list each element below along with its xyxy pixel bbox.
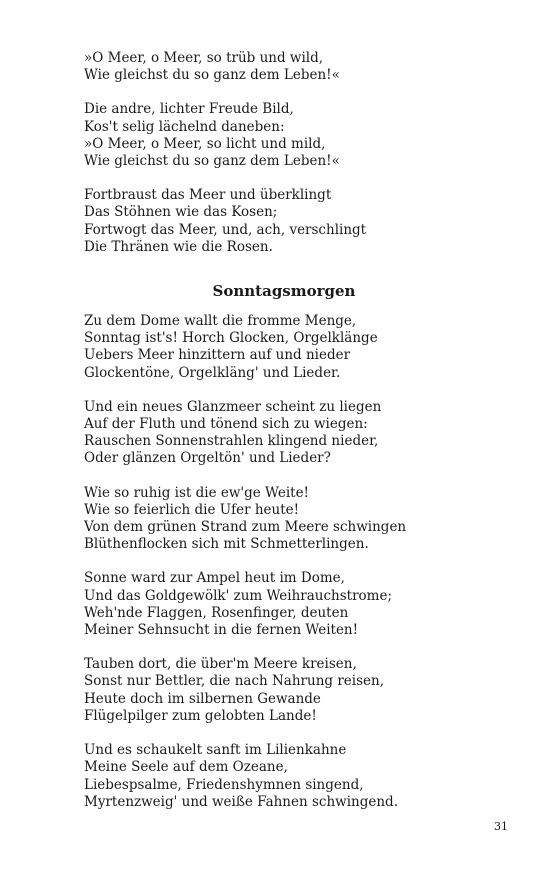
stanza bbox=[84, 50, 484, 84]
verse-line: Myrtenzweig' und weiße Fahnen schwingend. bbox=[84, 793, 398, 810]
verse-line: Auf der Fluth und tönend sich zu wiegen: bbox=[84, 416, 368, 433]
verse-line: Oder glänzen Orgeltön' und Lieder? bbox=[84, 450, 331, 467]
verse-line: Heute doch im silbernen Gewande bbox=[84, 690, 321, 707]
verse-line: Wie gleichst du so ganz dem Leben!« bbox=[84, 67, 340, 84]
stanza bbox=[84, 570, 484, 639]
verse-line: »O Meer, o Meer, so licht und mild, bbox=[84, 135, 326, 152]
verse-line: Uebers Meer hinzittern auf und nieder bbox=[84, 347, 351, 364]
verse-line: Fortbraust das Meer und überklingt bbox=[84, 187, 332, 204]
stanza bbox=[84, 485, 484, 554]
verse-line: Zu dem Dome wallt die fromme Menge, bbox=[84, 313, 357, 330]
verse-line: Die andre, lichter Freude Bild, bbox=[84, 101, 294, 118]
verse-line: Glockentöne, Orgelkläng' und Lieder. bbox=[84, 364, 341, 381]
verse-line: Meiner Sehnsucht in die fernen Weiten! bbox=[84, 622, 359, 639]
verse-line: Tauben dort, die über'm Meere kreisen, bbox=[84, 656, 357, 673]
verse-line: Sonntag ist's! Horch Glocken, Orgelklänge bbox=[84, 330, 378, 347]
verse-line: Rauschen Sonnenstrahlen klingend nieder, bbox=[84, 433, 379, 450]
stanza bbox=[84, 313, 484, 382]
stanza bbox=[84, 187, 484, 256]
verse-line: Flügelpilger zum gelobten Lande! bbox=[84, 707, 317, 724]
verse-line: Blüthenflocken sich mit Schmetterlingen. bbox=[84, 536, 369, 553]
verse-line: Die Thränen wie die Rosen. bbox=[84, 238, 273, 255]
verse-line: Wie gleichst du so ganz dem Leben!« bbox=[84, 153, 340, 170]
verse-line: Und ein neues Glanzmeer scheint zu liegen bbox=[84, 398, 382, 415]
verse-line: Und es schaukelt sanft im Lilienkahne bbox=[84, 742, 347, 759]
verse-line: Liebespsalme, Friedenshymnen singend, bbox=[84, 776, 364, 793]
stanza bbox=[84, 742, 484, 811]
verse-line: »O Meer, o Meer, so trüb und wild, bbox=[84, 50, 324, 66]
poem-continuation bbox=[84, 50, 484, 256]
page-number: 31 bbox=[494, 820, 508, 833]
page-body bbox=[84, 50, 484, 828]
poem-title: Sonntagsmorgen bbox=[212, 282, 356, 301]
verse-line: Wie so ruhig ist die ew'ge Weite! bbox=[84, 484, 309, 501]
verse-line: Kos't selig lächelnd daneben: bbox=[84, 118, 285, 135]
verse-line: Fortwogt das Meer, und, ach, verschlingt bbox=[84, 221, 367, 238]
verse-line: Und das Goldgewölk' zum Weihrauchstrome; bbox=[84, 587, 393, 604]
stanza bbox=[84, 656, 484, 725]
stanza bbox=[84, 399, 484, 468]
verse-line: Sonne ward zur Ampel heut im Dome, bbox=[84, 570, 345, 587]
verse-line: Weh'nde Flaggen, Rosenfinger, deuten bbox=[84, 604, 349, 621]
verse-line: Von dem grünen Strand zum Meere schwingen bbox=[84, 519, 407, 536]
verse-line: Sonst nur Bettler, die nach Nahrung reisen, bbox=[84, 673, 384, 690]
stanza bbox=[84, 101, 484, 170]
verse-line: Meine Seele auf dem Ozeane, bbox=[84, 759, 288, 776]
verse-line: Wie so feierlich die Ufer heute! bbox=[84, 501, 300, 518]
poem-sonntagsmorgen bbox=[84, 313, 484, 811]
verse-line: Das Stöhnen wie das Kosen; bbox=[84, 204, 278, 221]
